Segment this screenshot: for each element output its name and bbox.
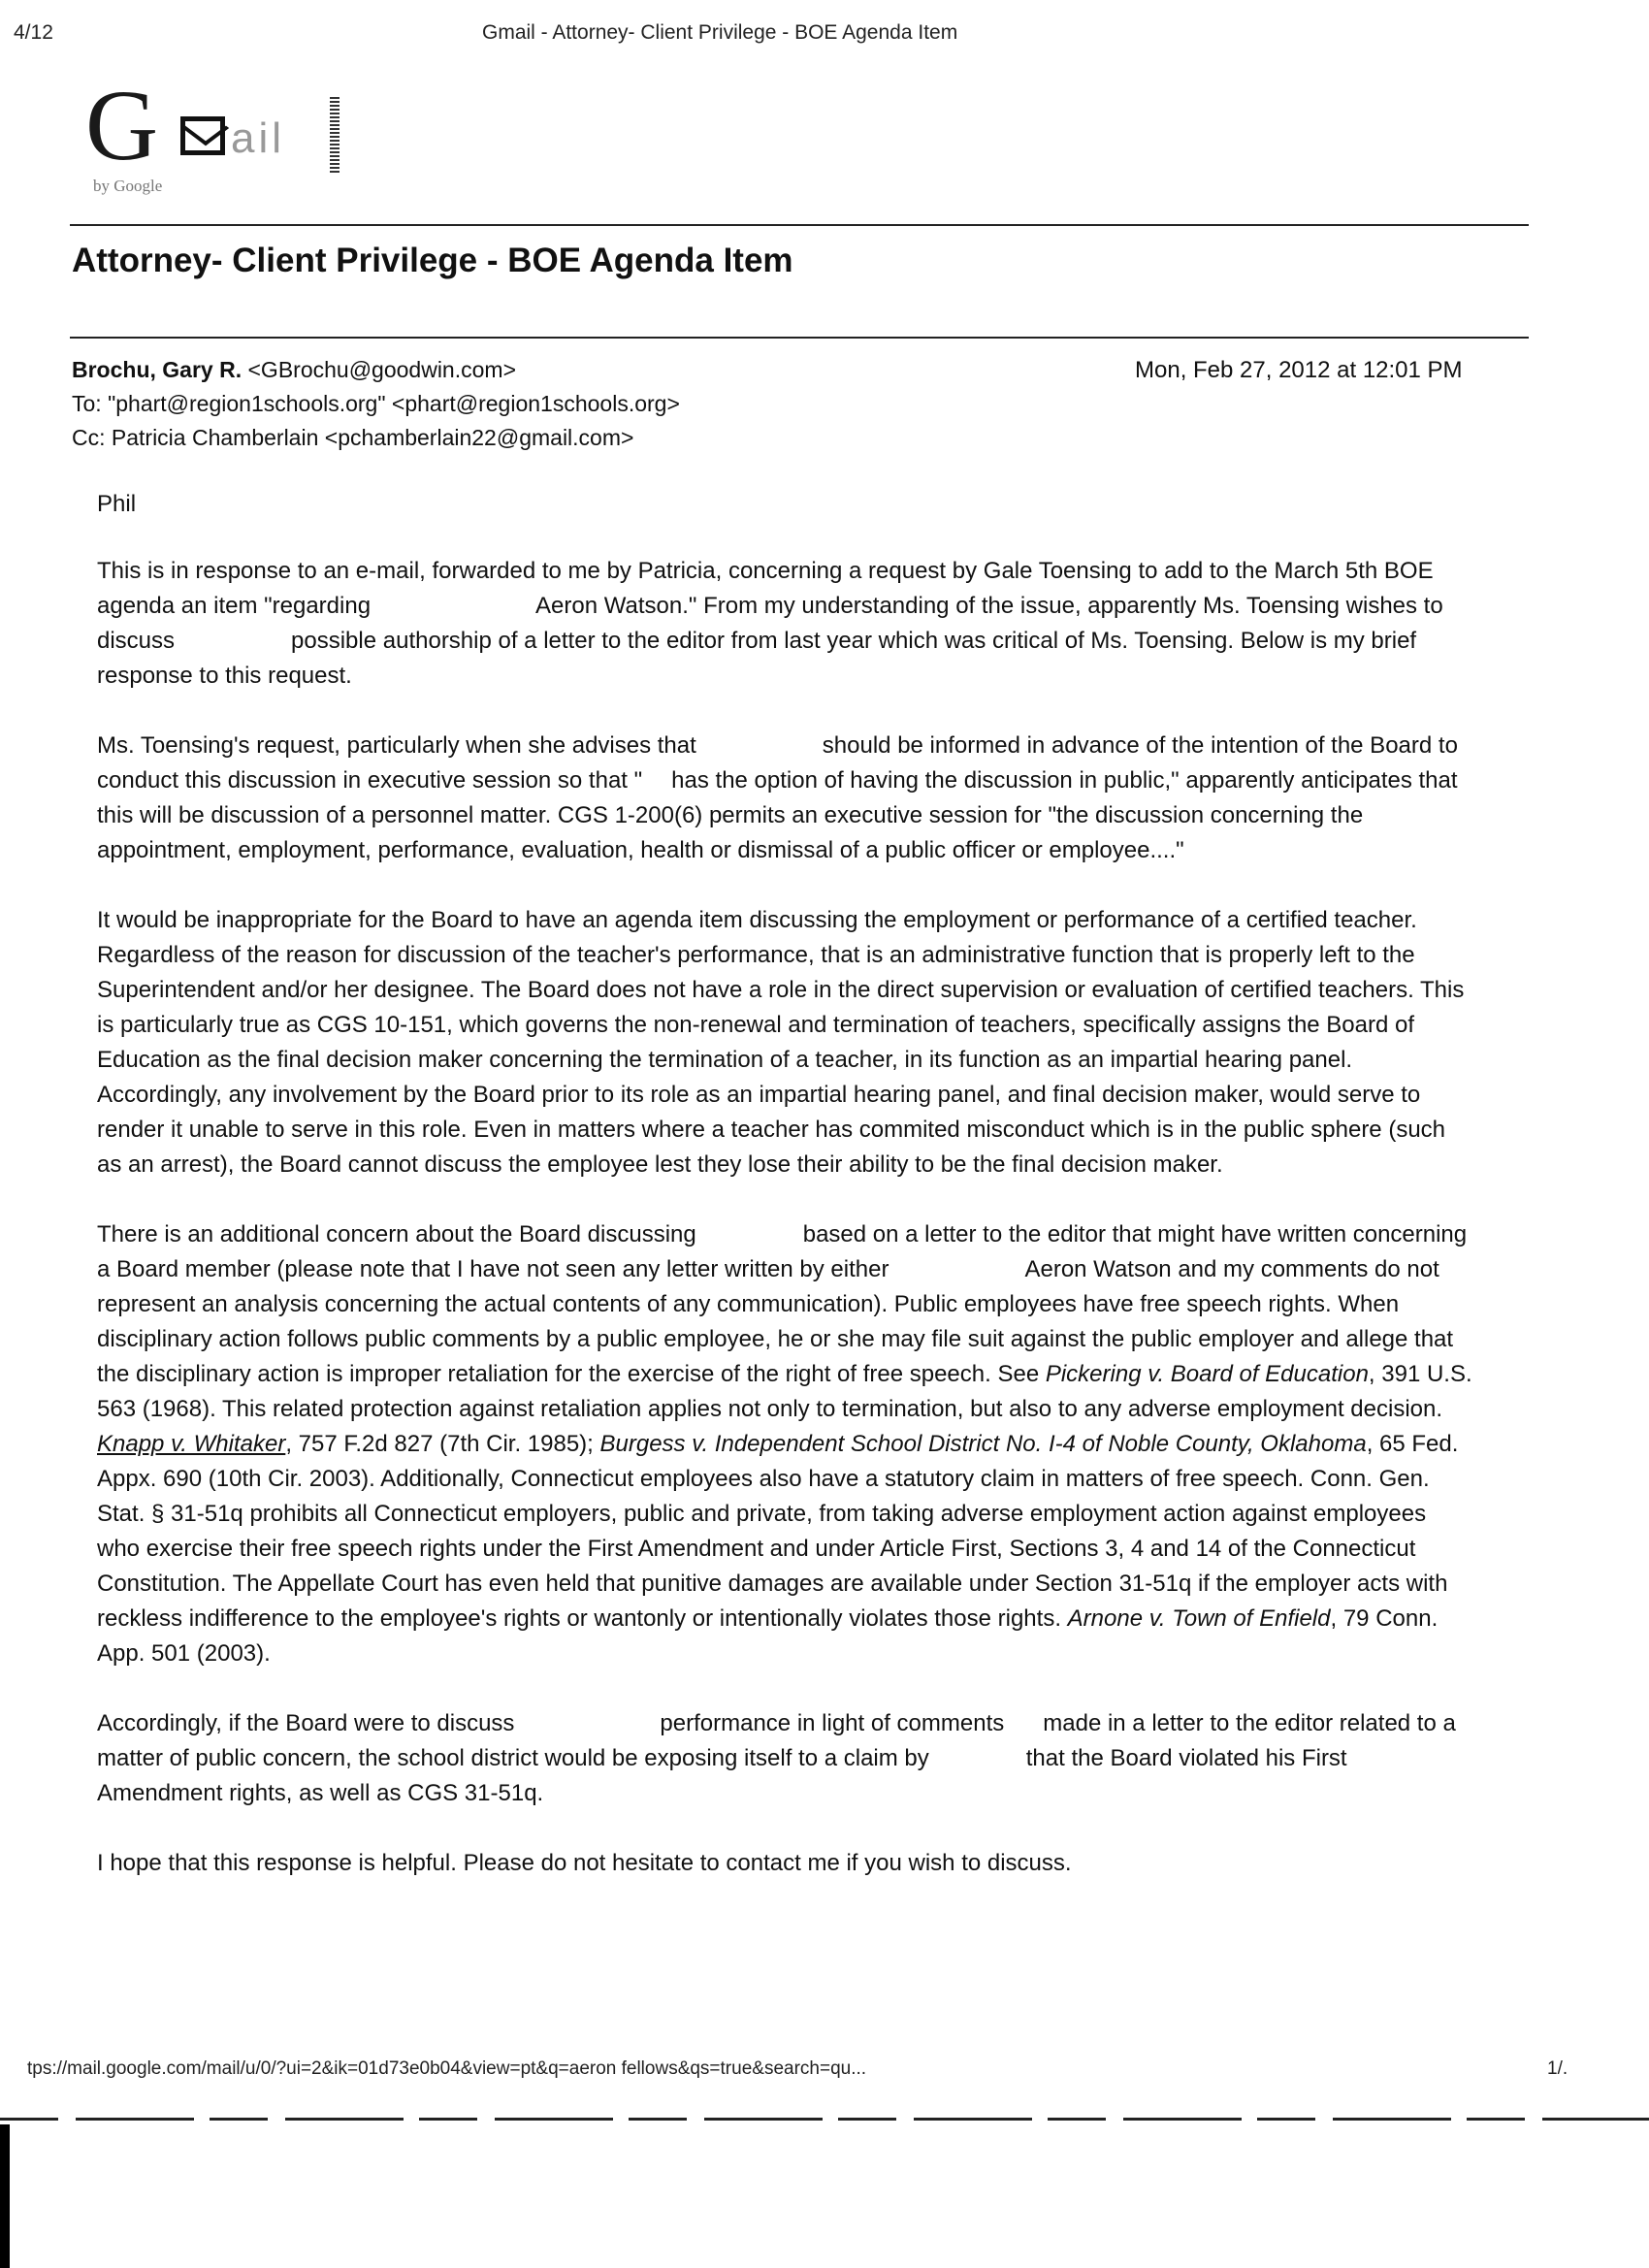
paragraph-3: It would be inappropriate for the Board to have an agenda item discussing the employment or performance of a certified teacher. Regardless of the reason for discussion of the teacher's performance, that is an administrative function that is properly left to the Superintendent and/or her designee. The Board does not have a role in the direct supervision or evaluation of certified teachers. This is particularly true as CGS 10-151, which governs the non-renewal and termination of teachers, specifically assigns the Board of Education as the final decision maker concerning the termination of a teacher, in its function as an impartial hearing panel. Accordingly, any involvement by the Board prior to its role as an impartial hearing panel, and final decision maker, would serve to render it unable to serve in this role. Even in matters where a teacher has commited misconduct which is in the public sphere (such as an arrest), the Board cannot discuss the employee lest they lose their ability to be the final decision maker. — [97, 907, 1465, 1178]
p2-text-b: should be informed in advance of the intention of the Board to conduct this discussion in executive session so that " — [97, 732, 1458, 794]
envelope-icon — [180, 116, 225, 155]
p4-text-b: based on a letter to the editor that might have written concerning a Board member (please note that I have not seen any letter written by either — [97, 1221, 1468, 1282]
p4-text-c: Aeron Watson and my comments do not represent an analysis concerning the actual contents of any communication). Public employees have free speech rights. When disciplinary action follows public comments by a public employee, he or she may file suit against the public employer and allege that the disciplinary action is improper retaliation for the exercise of the right of free speech. See — [97, 1256, 1454, 1387]
p5-text-a: Accordingly, if the Board were to discuss — [97, 1710, 515, 1736]
p4-text-e: , 757 F.2d 827 (7th Cir. 1985); — [285, 1431, 600, 1457]
p1-text-b: Aeron Watson." From my understanding of the issue, apparently Ms. Toensing wishes to discuss — [97, 593, 1443, 654]
email-subject: Attorney- Client Privilege - BOE Agenda Item — [72, 242, 793, 279]
message-body — [97, 554, 1474, 1916]
from-line — [72, 357, 516, 383]
citation-arnone: Arnone v. Town of Enfield — [1067, 1605, 1331, 1632]
gmail-logo-byline: by Google — [93, 177, 163, 195]
header-divider — [70, 224, 1529, 226]
print-footer-url: tps://mail.google.com/mail/u/0/?ui=2&ik=01d73e0b04&view=pt&q=aeron fellows&qs=true&search=qu... — [27, 2058, 867, 2079]
p2-text-c: has the option of having the discussion in public," apparently anticipates that this will be discussion of a personnel matter. CGS 1-200(6) permits an executive session for "the discussion concerning the appointment, employment, performance, evaluation, health or dismissal of a public officer or employee...." — [97, 767, 1458, 863]
p4-text-a: There is an additional concern about the Board discussing — [97, 1221, 696, 1247]
scan-edge-line — [0, 2118, 1649, 2121]
paragraph-5 — [97, 1706, 1474, 1811]
cc-line: Cc: Patricia Chamberlain <pchamberlain22@gmail.com> — [72, 425, 634, 450]
sender-name[interactable]: Brochu, Gary R. — [72, 357, 242, 382]
scan-edge-bar — [0, 2124, 10, 2268]
gmail-logo-g: G — [85, 70, 155, 181]
p5-text-d: that the Board violated his First Amendment rights, as well as CGS 31-51q. — [97, 1745, 1347, 1806]
p2-text-a: Ms. Toensing's request, particularly when she advises that — [97, 732, 696, 759]
email-date: Mon, Feb 27, 2012 at 12:01 PM — [1135, 357, 1463, 383]
gmail-logo — [85, 70, 376, 202]
p4-text-d: , 391 U.S. 563 (1968). This related protection against retaliation applies not only to termination, but also to any adverse employment decision. — [97, 1361, 1472, 1422]
print-page-date: 4/12 — [14, 21, 53, 44]
gmail-logo-ail: ail — [231, 114, 286, 162]
sender-email: <GBrochu@goodwin.com> — [247, 357, 516, 382]
p4-text-g: , 79 Conn. App. 501 (2003). — [97, 1605, 1439, 1667]
p5-text-c: made in a letter to the editor related to a matter of public concern, the school district would be exposing itself to a claim by — [97, 1710, 1456, 1771]
paragraph-6: I hope that this response is helpful. Please do not hesitate to contact me if you wish to discuss. — [97, 1850, 1072, 1876]
citation-pickering: Pickering v. Board of Education — [1045, 1361, 1369, 1387]
p1-text-a: This is in response to an e-mail, forwarded to me by Patricia, concerning a request by Gale Toensing to add to the March 5th BOE agenda an item "regarding — [97, 558, 1434, 619]
subject-divider — [70, 337, 1529, 339]
greeting: Phil — [97, 491, 137, 517]
p5-text-b: performance in light of comments — [660, 1710, 1005, 1736]
logo-bars-decoration — [330, 97, 340, 175]
to-line: To: "phart@region1schools.org" <phart@region1schools.org> — [72, 391, 680, 416]
paragraph-2 — [97, 729, 1474, 868]
p4-text-f: , 65 Fed. Appx. 690 (10th Cir. 2003). Additionally, Connecticut employees also have a statutory claim in matters of free speech. Conn. Gen. Stat. § 31-51q prohibits all Connecticut employers, public and private, from taking adverse employment action against employees who exercise their free speech rights under the First Amendment and under Article First, Sections 3, 4 and 14 of the Connecticut Constitution. The Appellate Court has even held that punitive damages are available under Section 31-51q if the employer acts with reckless indifference to the employee's rights or wantonly or intentionally violates those rights. — [97, 1431, 1459, 1632]
paragraph-1 — [97, 554, 1474, 694]
citation-knapp: Knapp v. Whitaker — [97, 1431, 286, 1457]
print-title: Gmail - Attorney- Client Privilege - BOE Agenda Item — [482, 21, 958, 44]
print-footer-page: 1/. — [1547, 2058, 1568, 2079]
citation-burgess: Burgess v. Independent School District No. I-4 of Noble County, Oklahoma — [599, 1431, 1367, 1457]
p1-text-c: possible authorship of a letter to the editor from last year which was critical of Ms. Toensing. Below is my brief response to this request. — [97, 628, 1417, 689]
paragraph-4 — [97, 1217, 1474, 1671]
